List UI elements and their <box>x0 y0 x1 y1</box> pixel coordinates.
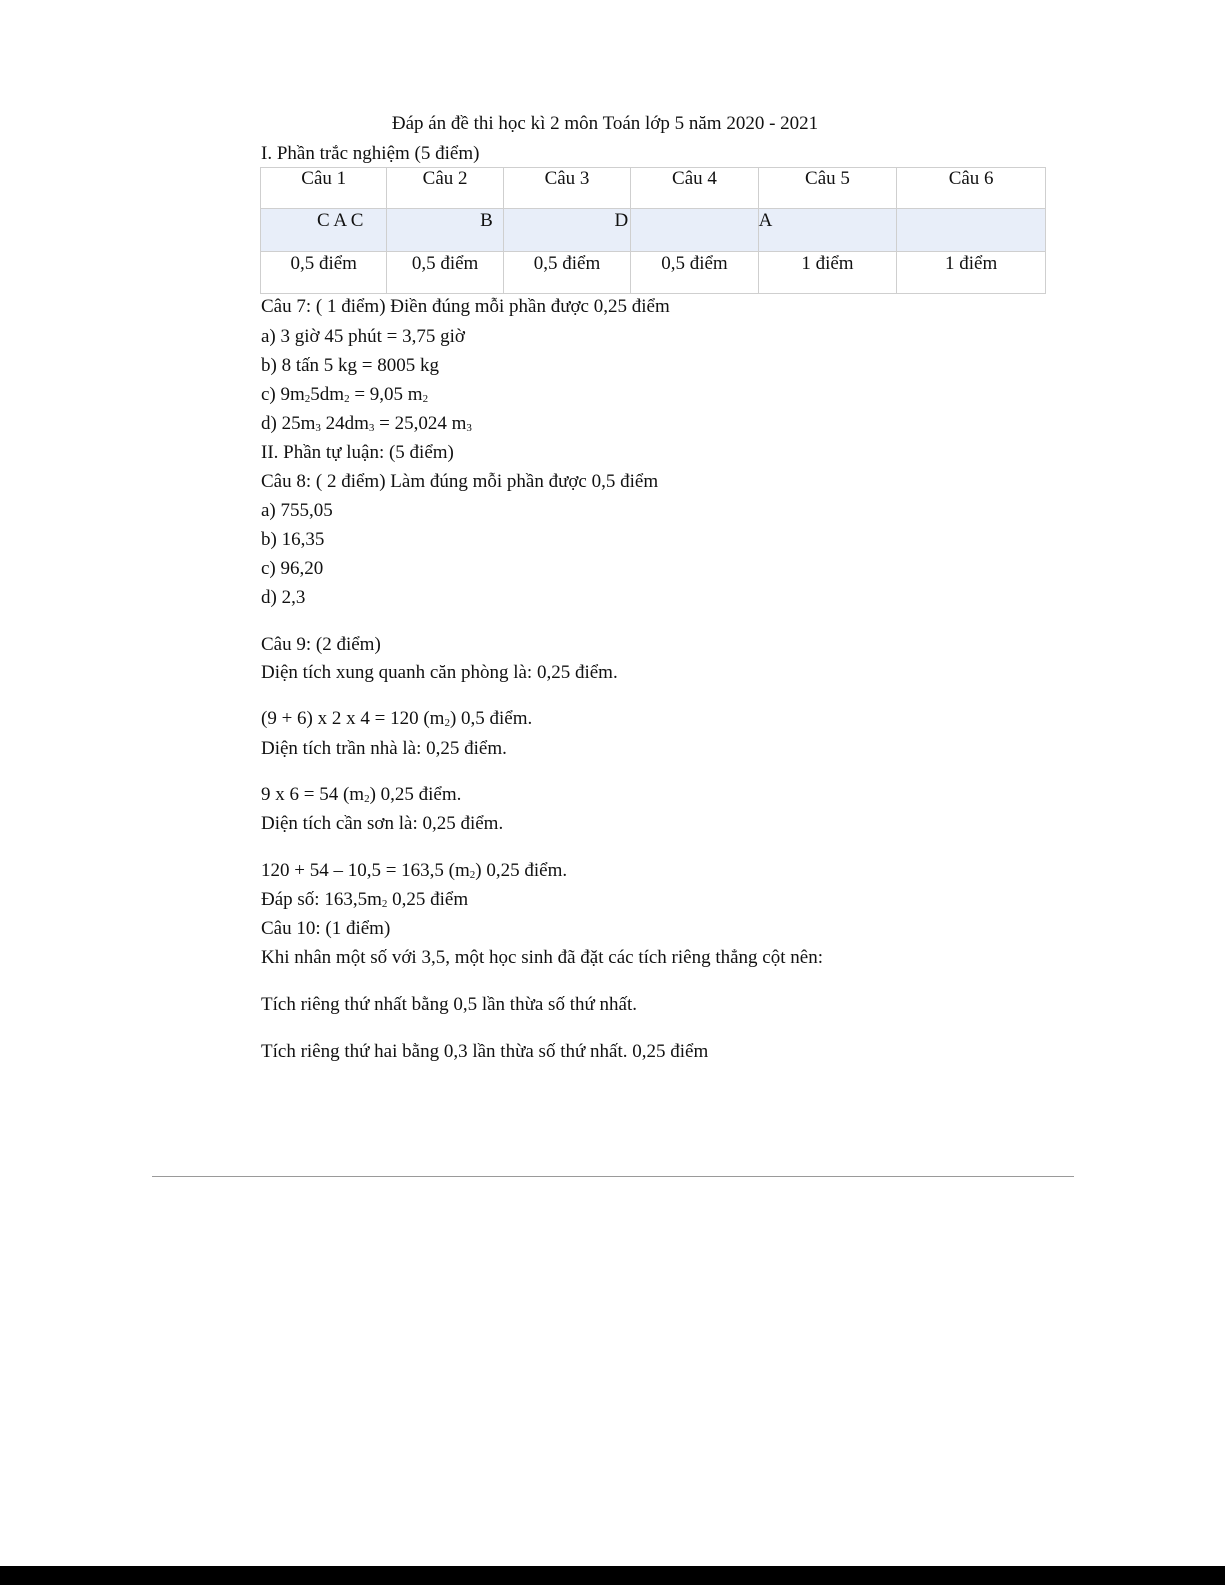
part1-heading: I. Phần trắc nghiệm (5 điểm) <box>261 143 480 164</box>
q8-a: a) 755,05 <box>261 500 333 521</box>
q7-heading: Câu 7: ( 1 điểm) Điền đúng mỗi phần được 0,25 điểm <box>261 296 670 317</box>
q9-answer: Đáp số: $163,5m_2$ 0,25 điểm <box>261 889 469 910</box>
header-cell: Câu 2 <box>387 168 503 209</box>
q9-line-6: 120 + 54 – 10,5 = 163,5 $(m_2)$ 0,25 điểm. <box>261 860 568 881</box>
answer-cell: A <box>758 209 897 252</box>
header-cell: Câu 4 <box>631 168 758 209</box>
q7-c: c) $9m_25dm_2 = 9,05$ $m_2$ <box>261 384 429 405</box>
page-title: Đáp án đề thi học kì 2 môn Toán lớp 5 năm 2020 - 2021 <box>391 113 819 134</box>
points-cell: 1 điểm <box>758 252 897 294</box>
header-cell: Câu 6 <box>897 168 1046 209</box>
page-divider <box>152 1176 1074 1177</box>
q9-line-3: Diện tích trần nhà là: 0,25 điểm. <box>261 738 507 759</box>
answer-table <box>260 167 1046 294</box>
answer-cell: B <box>387 209 503 252</box>
table-points-row <box>261 252 1046 294</box>
q9-line-2: (9 + 6) x 2 x 4 = 120 $(m_2)$ 0,5 điểm. <box>261 708 533 729</box>
table-answer-row <box>261 209 1046 252</box>
q10-line-2: Tích riêng thứ nhất bằng 0,5 lần thừa số thứ nhất. <box>261 994 637 1015</box>
q10-heading: Câu 10: (1 điểm) <box>261 918 391 939</box>
q10-line-3: Tích riêng thứ hai bằng 0,3 lần thừa số thứ nhất. 0,25 điểm <box>261 1041 709 1062</box>
table-header-row <box>261 168 1046 209</box>
q8-c: c) 96,20 <box>261 558 324 579</box>
points-cell: 1 điểm <box>897 252 1046 294</box>
q8-b: b) 16,35 <box>261 529 325 550</box>
header-cell: Câu 5 <box>758 168 897 209</box>
answer-cell: D <box>503 209 630 252</box>
answer-cell <box>897 209 1046 252</box>
answer-cell: C A C <box>261 209 387 252</box>
q9-line-4: 9 x 6 = 54 $(m_2)$ 0,25 điểm. <box>261 784 462 805</box>
q9-heading: Câu 9: (2 điểm) <box>261 634 381 655</box>
q8-heading: Câu 8: ( 2 điểm) Làm đúng mỗi phần được 0,5 điểm <box>261 471 659 492</box>
points-cell: 0,5 điểm <box>631 252 758 294</box>
q9-line-5: Diện tích cần sơn là: 0,25 điểm. <box>261 813 504 834</box>
q7-b: b) 8 tấn 5 kg = 8005 kg <box>261 355 440 376</box>
answer-cell <box>631 209 758 252</box>
points-cell: 0,5 điểm <box>261 252 387 294</box>
q10-line-1: Khi nhân một số với 3,5, một học sinh đã đặt các tích riêng thẳng cột nên: <box>261 947 823 968</box>
bottom-bar <box>0 1566 1225 1585</box>
points-cell: 0,5 điểm <box>503 252 630 294</box>
q7-d: d) $25m_3$ $24dm_3 = 25,024$ $m_3$ <box>261 413 472 434</box>
q9-line-1: Diện tích xung quanh căn phòng là: 0,25 điểm. <box>261 662 618 683</box>
header-cell: Câu 1 <box>261 168 387 209</box>
header-cell: Câu 3 <box>503 168 630 209</box>
part2-heading: II. Phần tự luận: (5 điểm) <box>261 442 454 463</box>
q7-a: a) 3 giờ 45 phút = 3,75 giờ <box>261 326 465 347</box>
points-cell: 0,5 điểm <box>387 252 503 294</box>
q8-d: d) 2,3 <box>261 587 306 608</box>
